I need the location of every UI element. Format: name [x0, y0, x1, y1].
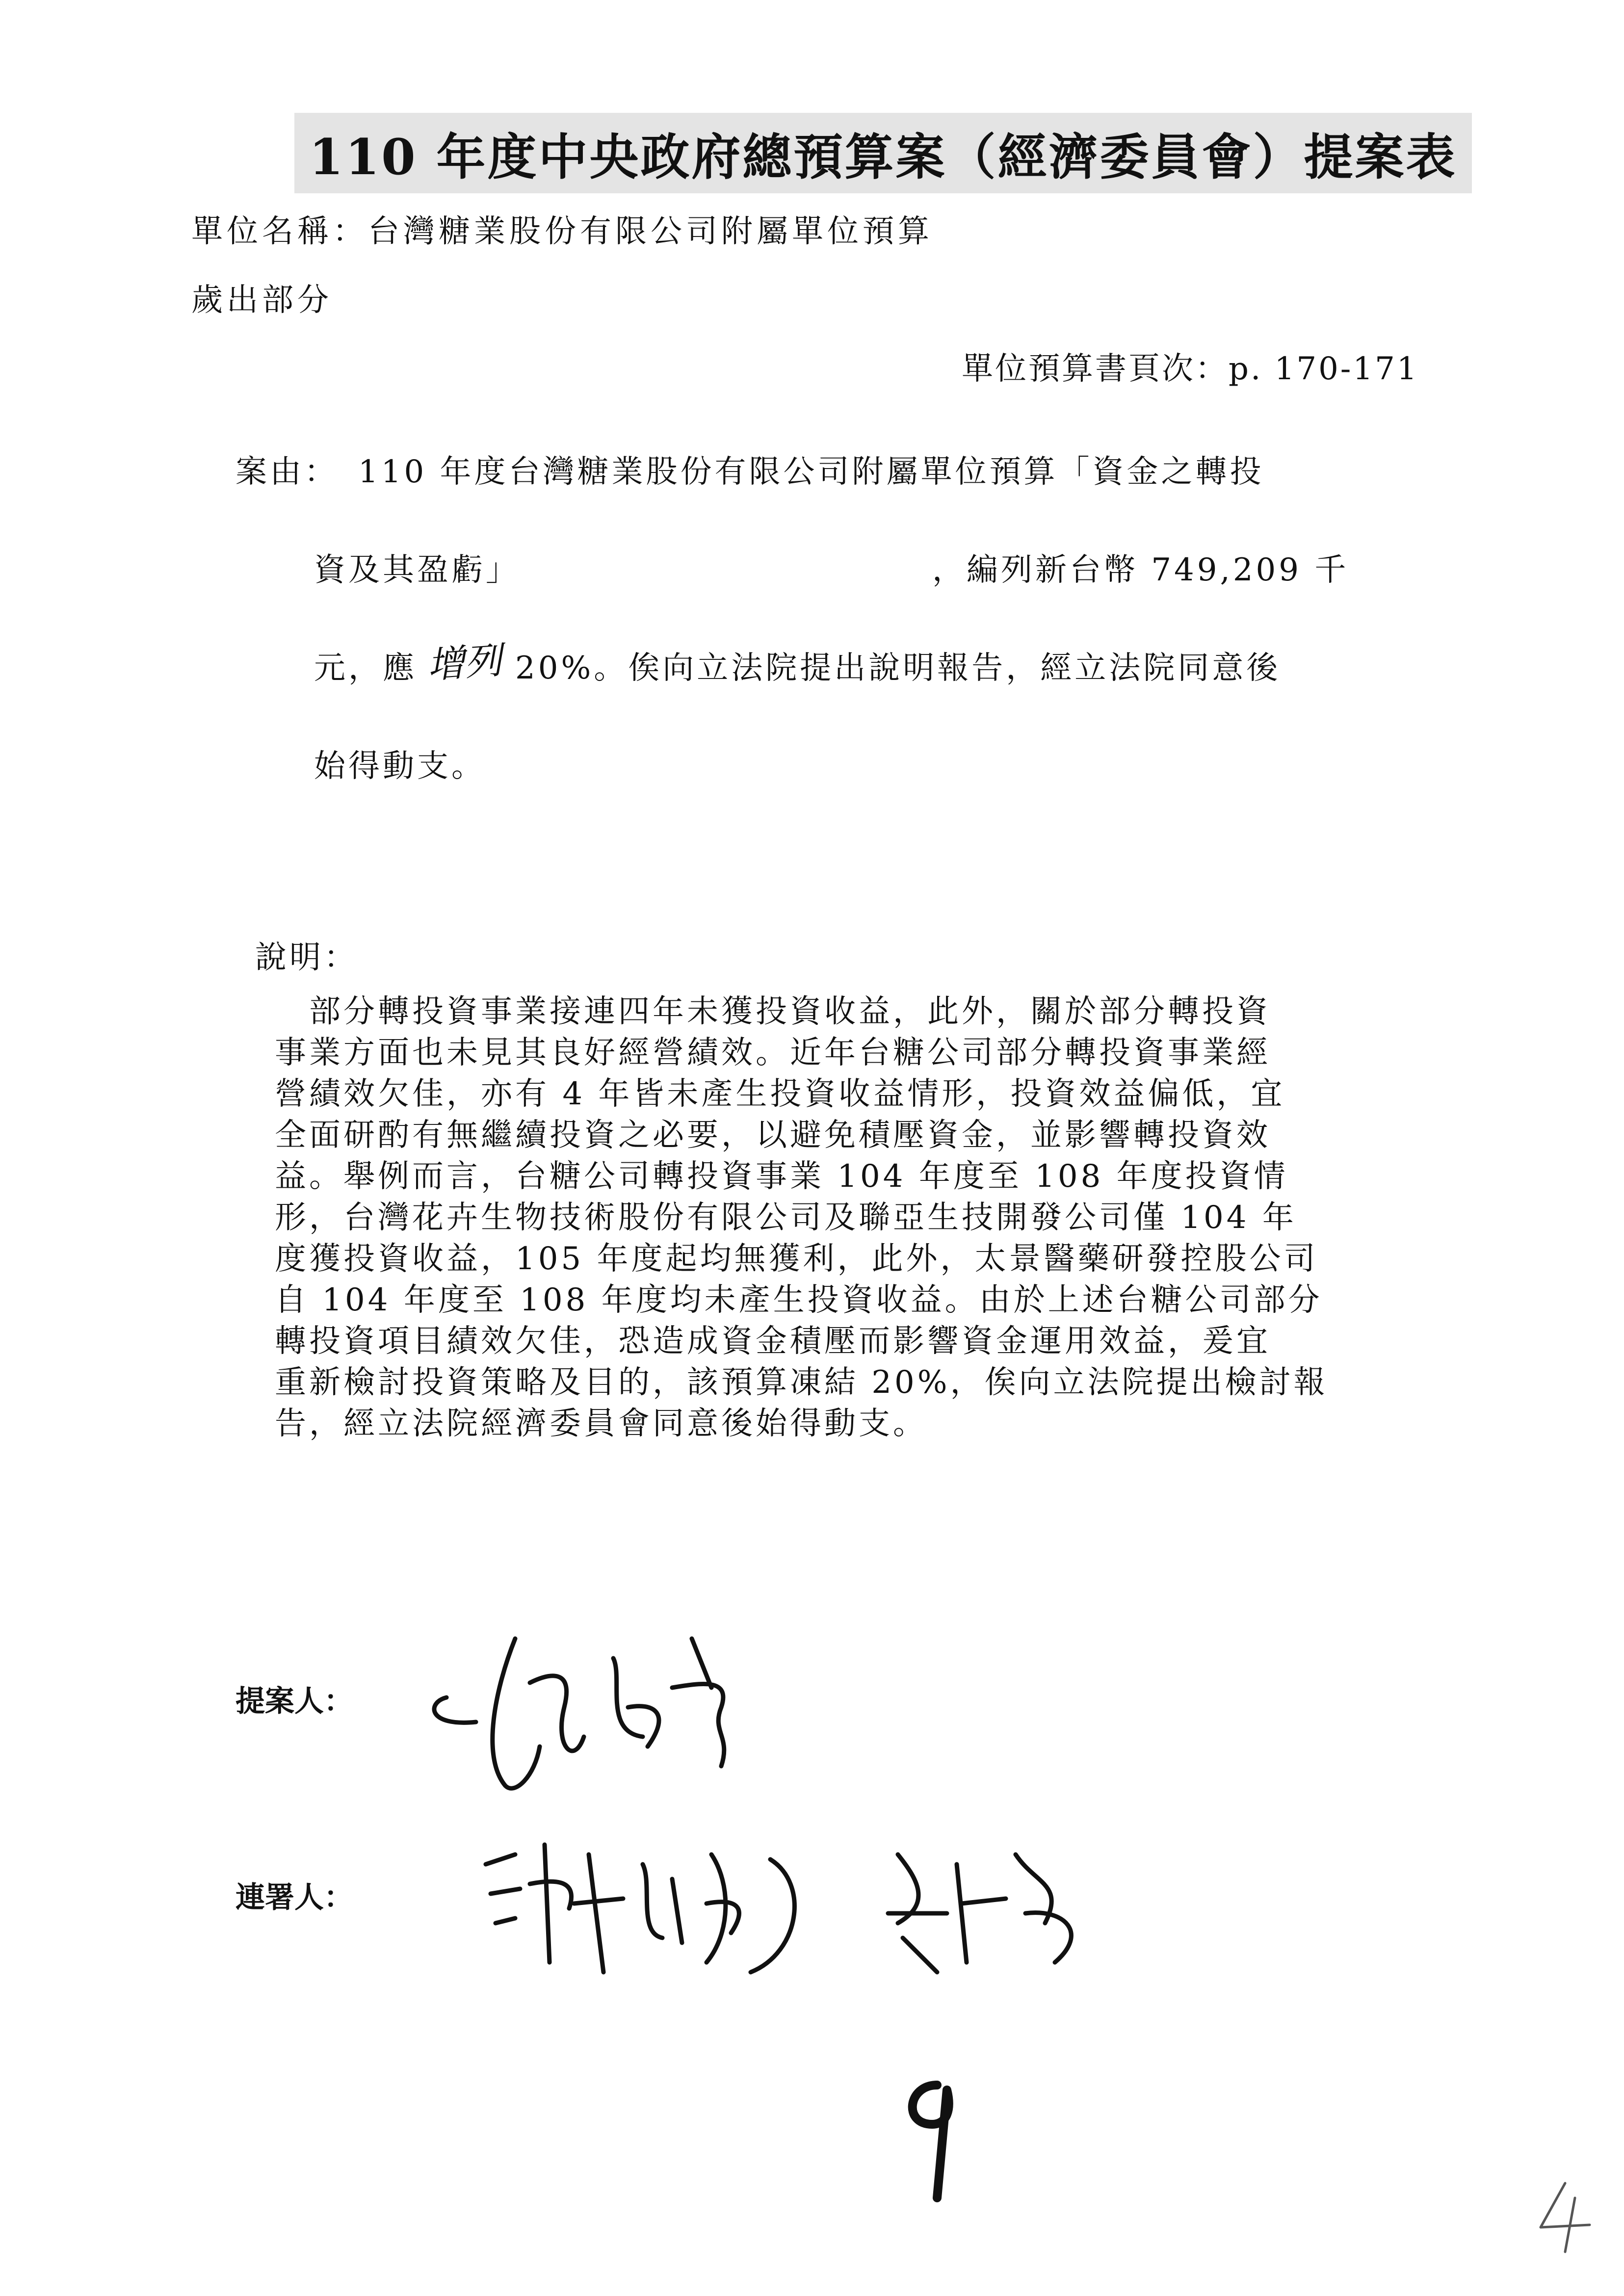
- explanation-line: 營績效欠佳，亦有 4 年皆未產生投資收益情形，投資效益偏低，宜: [275, 1076, 1285, 1112]
- cosigner-signatures: [476, 1825, 1163, 2002]
- explanation-line: 轉投資項目績效欠佳，恐造成資金積壓而影響資金運用效益，爰宜: [275, 1323, 1271, 1359]
- document-title: 110 年度中央政府總預算案（經濟委員會）提案表: [294, 113, 1472, 193]
- case-line-1: 110 年度台灣糖業股份有限公司附屬單位預算「資金之轉投: [358, 454, 1264, 490]
- explanation-label: 說明：: [255, 939, 358, 976]
- case-label: 案由：: [236, 454, 339, 490]
- corner-mark: [1531, 2178, 1599, 2257]
- proposer-label: 提案人：: [236, 1684, 353, 1719]
- cosigner-label: 連署人：: [236, 1880, 353, 1915]
- handwritten-correction: 增列: [425, 638, 503, 687]
- case-line-2a: 資及其盈虧」: [314, 552, 520, 588]
- explanation-line: 部分轉投資事業接連四年未獲投資收益，此外，關於部分轉投資: [275, 993, 1271, 1030]
- section-label: 歲出部分: [191, 282, 333, 318]
- explanation-line: 事業方面也未見其良好經營績效。近年台糖公司部分轉投資事業經: [275, 1035, 1271, 1071]
- explanation-line: 告，經立法院經濟委員會同意後始得動支。: [275, 1406, 927, 1442]
- page-reference: 單位預算書頁次：p. 170-171: [962, 351, 1419, 387]
- case-line-3a: 元，應: [314, 650, 417, 686]
- page-number-handwritten: [883, 2070, 981, 2218]
- unit-name: 單位名稱：台灣糖業股份有限公司附屬單位預算: [191, 213, 933, 250]
- case-line-3b: 20%。俟向立法院提出說明報告，經立法院同意後: [515, 650, 1281, 686]
- explanation-line: 形，台灣花卉生物技術股份有限公司及聯亞生技開發公司僅 104 年: [275, 1200, 1297, 1236]
- explanation-line: 全面研酌有無繼續投資之必要，以避免積壓資金，並影響轉投資效: [275, 1117, 1271, 1153]
- explanation-body: [275, 991, 1393, 1444]
- explanation-line: 度獲投資收益，105 年度起均無獲利，此外，太景醫藥研發控股公司: [275, 1241, 1318, 1277]
- explanation-line: 益。舉例而言，台糖公司轉投資事業 104 年度至 108 年度投資情: [275, 1158, 1288, 1195]
- proposer-signature: [417, 1609, 810, 1815]
- explanation-line: 自 104 年度至 108 年度均未產生投資收益。由於上述台糖公司部分: [275, 1282, 1323, 1318]
- case-line-2b: ，編列新台幣 749,209 千: [932, 552, 1349, 588]
- case-line-4: 始得動支。: [314, 748, 486, 784]
- explanation-line: 重新檢討投資策略及目的，該預算凍結 20%，俟向立法院提出檢討報: [275, 1364, 1328, 1401]
